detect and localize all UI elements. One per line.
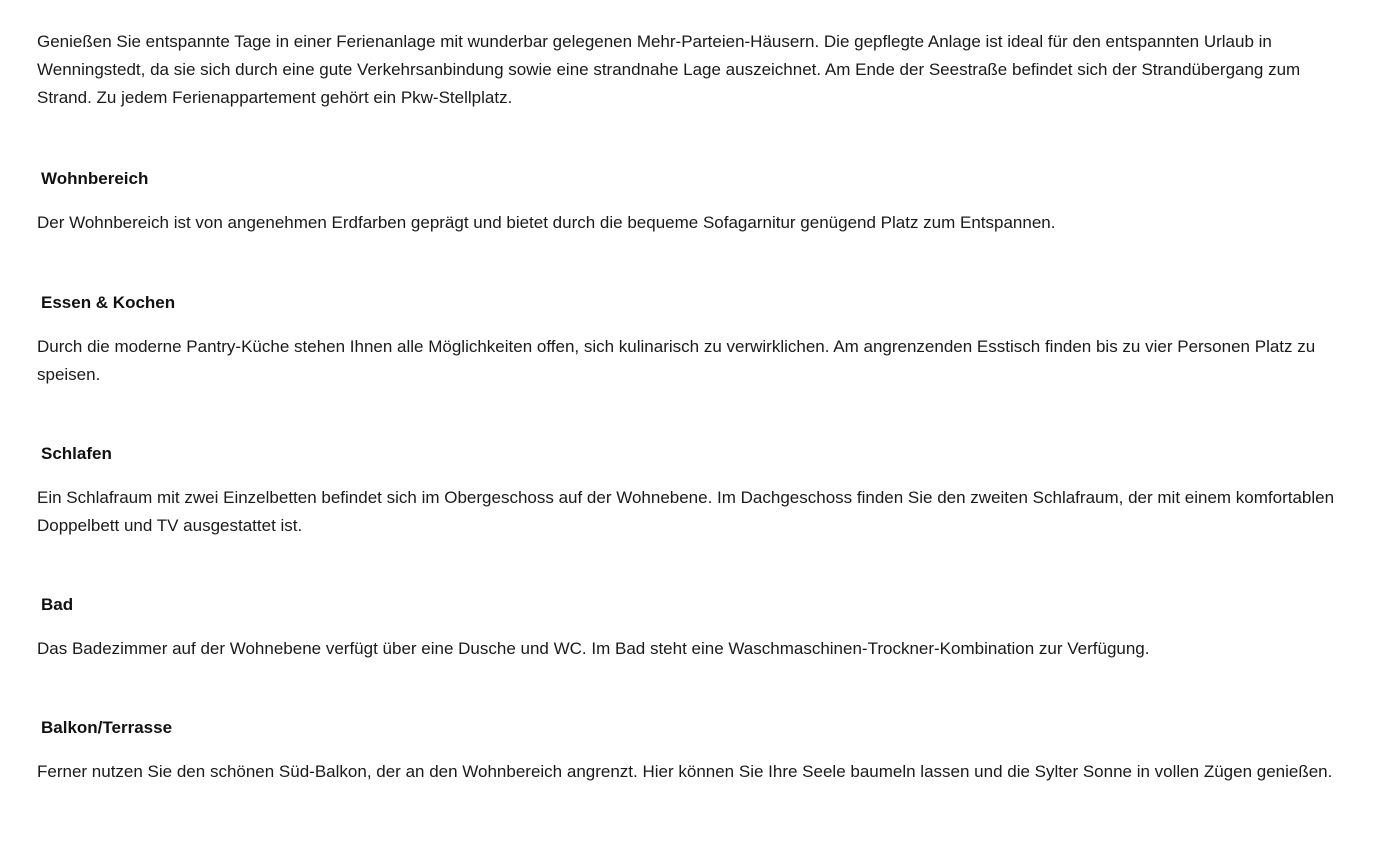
section-essen-kochen [37,292,1382,389]
section-balkon-terrasse [37,717,1382,786]
section-wohnbereich [37,168,1382,237]
section-schlafen [37,443,1382,540]
section-heading: Essen & Kochen [41,293,176,312]
section-text: Durch die moderne Pantry-Küche stehen Ihnen alle Möglichkeiten offen, sich kulinarisch zu verwirklichen. Am angrenzenden Esstisch finden bis zu vier Personen Platz zu speisen. [37,337,1316,384]
document-page [37,0,1382,867]
section-heading: Balkon/Terrasse [41,718,173,737]
section-heading: Bad [41,595,74,614]
section-text: Ein Schlafraum mit zwei Einzelbetten befindet sich im Obergeschoss auf der Wohnebene. Im Dachgeschoss finden Sie den zweiten Schlafraum, der mit einem komfortablen Doppelbett und TV ausgestattet ist. [37,488,1335,535]
section-heading: Schlafen [41,444,112,463]
section-text: Der Wohnbereich ist von angenehmen Erdfarben geprägt und bietet durch die bequeme Sofagarnitur genügend Platz zum Entspannen. [37,213,1056,232]
section-text: Das Badezimmer auf der Wohnebene verfügt über eine Dusche und WC. Im Bad steht eine Waschmaschinen-Trockner-Kombination zur Verfügung. [37,639,1150,658]
section-heading: Wohnbereich [41,169,149,188]
section-bad [37,594,1382,663]
section-text: Ferner nutzen Sie den schönen Süd-Balkon, der an den Wohnbereich angrenzt. Hier können Sie Ihre Seele baumeln lassen und die Sylter Sonne in vollen Zügen genießen. [37,762,1333,781]
intro-paragraph: Genießen Sie entspannte Tage in einer Ferienanlage mit wunderbar gelegenen Mehr-Parteien-Häusern. Die gepflegte Anlage ist ideal für den entspannten Urlaub in Wenningstedt, da sie sich durch eine gute Verkehrsanbindung sowie eine strandnahe Lage auszeichnet. Am Ende der Seestraße befindet sich der Strandübergang zum Strand. Zu jedem Ferienappartement gehört ein Pkw-Stellplatz. [37,32,1301,107]
